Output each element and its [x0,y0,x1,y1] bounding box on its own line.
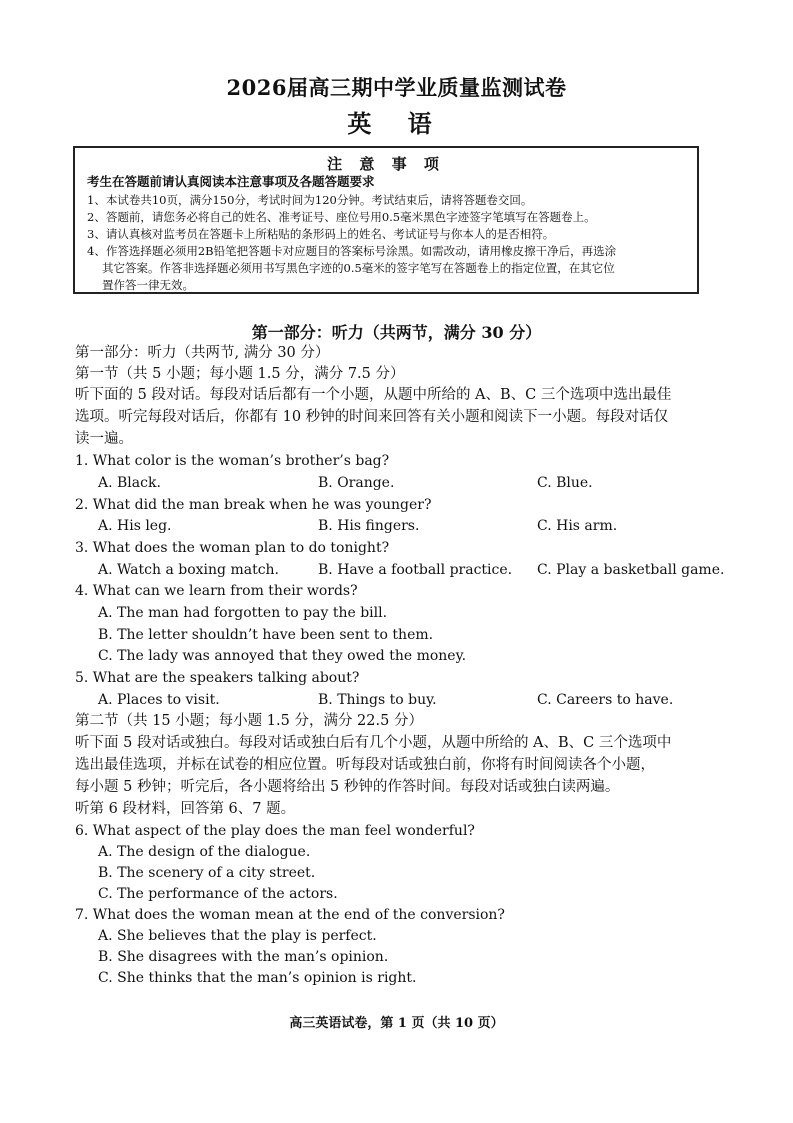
notice-line-1: 1、本试卷共10页，满分150分，考试时间为120分钟。考试结束后，请将答题卷交回。 [87,193,533,207]
q1-option-a: A. Black. [98,475,161,491]
question-3: 3. What does the woman plan to do tonight? [75,540,390,556]
section2-heading: 第二节（共 15 小题；每小题 1.5 分，满分 22.5 分） [75,713,423,729]
instr1-line-3: 读一遍。 [75,431,133,447]
material-6-heading: 听第 6 段材料，回答第 6、7 题。 [75,801,296,817]
instr2-line-1: 听下面 5 段对话或独白。每段对话或独白后有几个小题，从题中所给的 A、B、C 三个选项中 [75,735,672,751]
q5-option-a: A. Places to visit. [98,692,220,708]
q3-option-c: C. Play a basketball game. [537,562,725,578]
notice-box [73,146,699,294]
question-7: 7. What does the woman mean at the end of the conversion? [75,907,505,923]
q3-option-a: A. Watch a boxing match. [98,562,280,578]
part1-title: 第一部分：听力（共两节，满分 30 分） [251,323,542,342]
q7-option-a: A. She believes that the play is perfect. [98,928,377,944]
q7-option-c: C. She thinks that the man’s opinion is right. [98,970,417,986]
q4-option-b: B. The letter shouldn’t have been sent to them. [98,627,434,643]
question-5: 5. What are the speakers talking about? [75,670,360,686]
notice-line-2: 2、答题前，请您务必将自己的姓名、准考证号、座位号用0.5毫米黑色字迹签字笔填写在答题卷上。 [87,210,596,224]
question-4: 4. What can we learn from their words? [75,583,358,599]
question-1: 1. What color is the woman’s brother’s bag? [75,453,390,469]
q2-option-b: B. His fingers. [318,518,420,534]
notice-line-6: 置作答一律无效。 [102,278,194,292]
notice-line-4: 4、作答选择题必须用2B铅笔把答题卡对应题目的答案标号涂黑。如需改动，请用橡皮擦干净后，再选涂 [87,244,617,258]
q2-option-c: C. His arm. [537,518,618,534]
question-2: 2. What did the man break when he was younger? [75,497,432,513]
notice-heading: 考生在答题前请认真阅读本注意事项及各题答题要求 [87,174,375,189]
notice-line-5: 其它答案。作答非选择题必须用书写黑色字迹的0.5毫米的签字笔写在答题卷上的指定位置，在其它位 [102,261,615,275]
part1-repeat: 第一部分：听力（共两节, 满分 30 分） [75,345,330,361]
instr1-line-1: 听下面的 5 段对话。每段对话后都有一个小题，从题中所给的 A、B、C 三个选项中选出最佳 [75,387,672,403]
q7-option-b: B. She disagrees with the man’s opinion. [98,949,389,965]
q5-option-c: C. Careers to have. [537,692,674,708]
instr2-line-2: 选出最佳选项，并标在试卷的相应位置。听每段对话或独白前，你将有时间阅读各个小题， [75,757,655,773]
page-footer: 高三英语试卷，第 1 页（共 10 页） [289,1016,504,1031]
q2-option-a: A. His leg. [98,518,172,534]
q4-option-a: A. The man had forgotten to pay the bill. [98,605,388,621]
q6-option-b: B. The scenery of a city street. [98,865,316,881]
notice-title: 注 意 事 项 [327,155,445,173]
q6-option-a: A. The design of the dialogue. [98,844,311,860]
question-6: 6. What aspect of the play does the man feel wonderful? [75,823,475,839]
exam-title: 2026届高三期中学业质量监测试卷 [226,75,567,100]
notice-line-3: 3、请认真核对监考员在答题卡上所粘贴的条形码上的姓名、考试证号与你本人的是否相符。 [87,227,555,241]
section1-heading: 第一节（共 5 小题；每小题 1.5 分，满分 7.5 分） [75,366,405,382]
q3-option-b: B. Have a football practice. [318,562,513,578]
q5-option-b: B. Things to buy. [318,692,437,708]
q4-option-c: C. The lady was annoyed that they owed the money. [98,648,467,664]
q1-option-b: B. Orange. [318,475,395,491]
instr1-line-2: 选项。听完每段对话后，你都有 10 秒钟的时间来回答有关小题和阅读下一小题。每段对话仅 [75,409,669,425]
q6-option-c: C. The performance of the actors. [98,886,338,902]
subject-title: 英 语 [347,109,446,138]
q1-option-c: C. Blue. [537,475,593,491]
instr2-line-3: 每小题 5 秒钟；听完后，各小题将给出 5 秒钟的作答时间。每段对话或独白读两遍。 [75,779,620,795]
